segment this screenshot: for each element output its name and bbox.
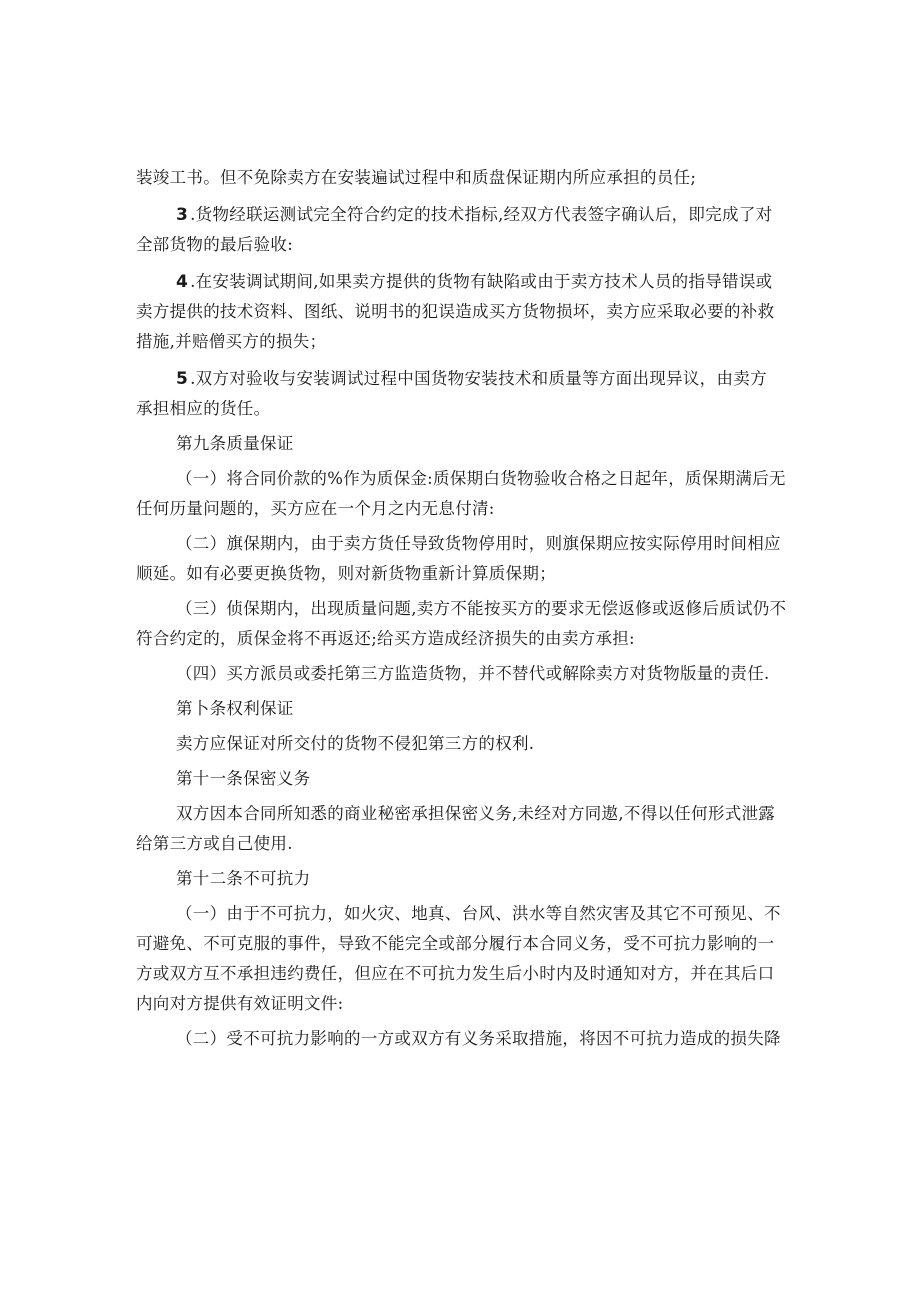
confidentiality-line-2: 给第三方或自己使用. [136,834,293,853]
quality-item-2-line-1: （二）旗保期内，由于卖方货任导致货物停用时，则旗保期应按实际停用时间相应 [176,534,781,553]
clause-5-line-1 [136,364,792,394]
clause-4-line-3: 措施,并赔僧买方的损失； [136,332,327,351]
quality-item-4-line-1: （四）买方派员或委托第三方监造货物，并不替代或解除卖方对货物版量的责任. [176,664,770,683]
clause-4-line-1 [136,267,792,297]
quality-item-3-line-1: （三）侦保期内，出现质量问题,卖方不能按买方的要求无偿返修或返修后质试仍不 [176,599,787,618]
force-majeure-item-1-line-4: 内向对方提供有效证明文件: [136,994,344,1013]
rights-guarantee-text: 卖方应保证对所交付的货物不侵犯第三方的权利. [176,734,535,753]
quality-item-2-line-2: 顺延。如有必要更换货物，则对新货物重新计算质保期； [136,564,556,583]
force-majeure-item-1-line-2: 可避免、不可克服的事件，导致不能完全或部分履行本合同义务，受不可抗力影响的一 [136,934,775,953]
clause-text: .在安装调试期间,如果卖方提供的货物有缺陷或由于卖方技术人员的指导错误或 [190,272,773,291]
clause-3-line-1 [136,200,792,230]
confidentiality-line-1: 双方因本合同所知悉的商业秘密承担保密义务,未经对方同遨,不得以任何形式泄露 [176,804,776,823]
quality-item-1-line-1: （一）将合同价款的%作为质保金:质保期白货物验收合格之日起年，质保期满后无 [176,469,786,488]
document-page [136,163,792,1054]
clause-3-line-2: 全部货物的最后验收: [136,235,294,254]
clause-number: 3 [176,205,189,225]
clause-4-line-2: 卖方提供的技术资料、图纸、说明书的犯误造成买方货物损坏，卖方应采取必要的补救 [136,302,775,321]
clause-text: .双方对验收与安装调试过程中国货物安装技术和质量等方面出现异议，由卖方 [190,369,767,388]
force-majeure-item-1-line-3: 方或双方互不承担违约费任，但应在不可抗力发生后小时内及时通知对方，并在其后口 [136,964,775,983]
clause-number: 5 [176,369,189,389]
clause-text: .货物经联运测试完全符合约定的技术指标,经双方代表签字确认后，即完成了对 [190,205,773,224]
clause-5-line-2: 承担相应的货任。 [136,399,271,418]
force-majeure-item-2-line-1: （二）受不可抗力影响的一方或双方有义务采取措施，将因不可抗力造成的损失降 [176,1029,781,1048]
force-majeure-item-1-line-1: （一）由于不可抗力，如火灾、地真、台风、洪水等自然灾害及其它不可预见、不 [176,904,781,923]
section-heading-10: 第卜条权利保证 [176,699,294,718]
clause-number: 4 [176,272,189,292]
quality-item-3-line-2: 符合约定的，质保金将不再返还;给买方造成经济损失的由卖方承担: [136,629,635,648]
paragraph-line: 装竣工书。但不免除卖方在安装遍试过程中和质盘保证期内所应承担的员任; [136,168,697,187]
section-heading-9: 第九条质量保证 [176,434,294,453]
section-heading-11: 第十一条保密义务 [176,769,311,788]
section-heading-12: 第十二条不可抗力 [176,869,311,888]
quality-item-1-line-2: 任何历量问题的，买方应在一个月之内无息付清: [136,499,495,518]
